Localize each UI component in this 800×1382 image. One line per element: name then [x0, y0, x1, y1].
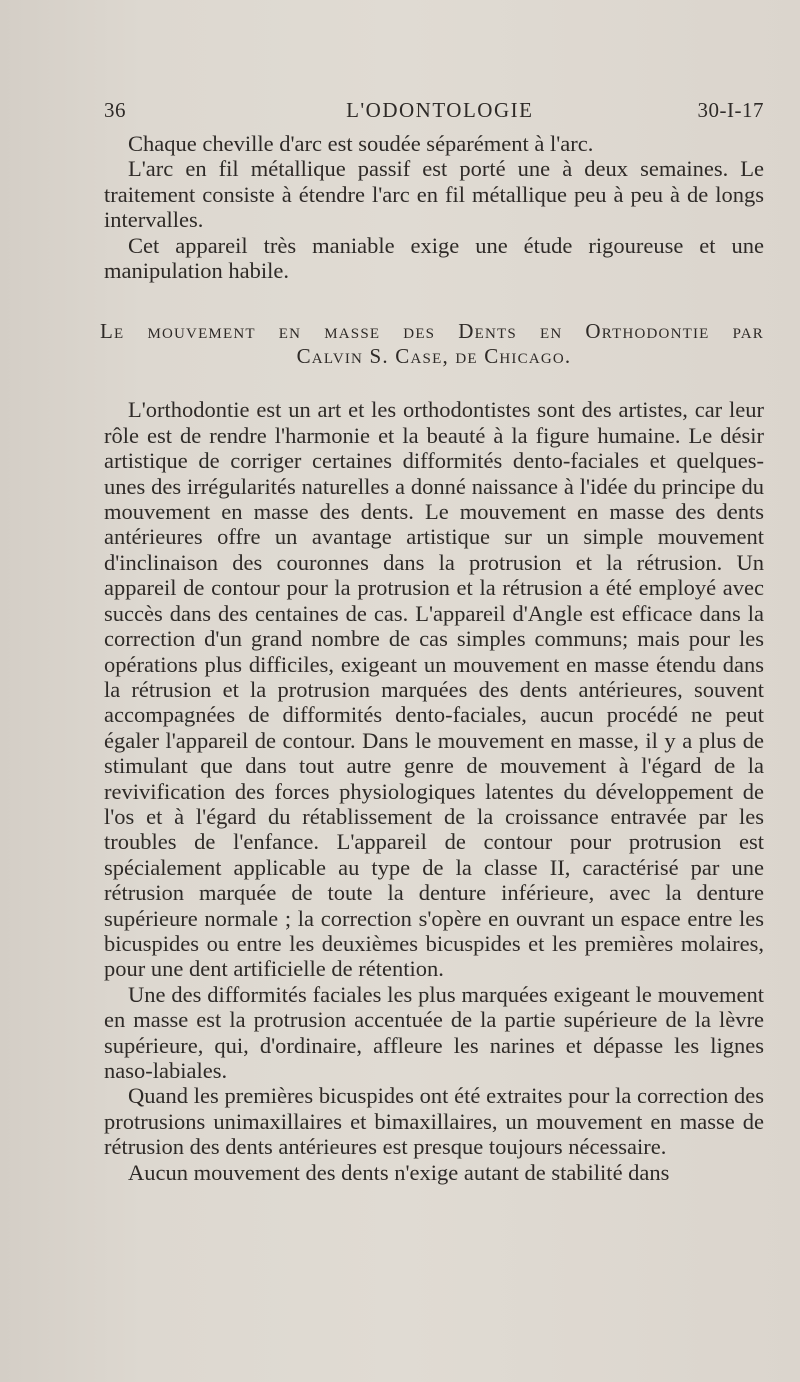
- paragraph: Cet appareil très maniable exige une étude rigoureuse et une manipulation habile.: [104, 232, 764, 284]
- article-title: [100, 319, 764, 369]
- intro-text: [104, 131, 764, 283]
- article-title-line: Le mouvement en masse des Dents en Orthodontie par: [100, 319, 764, 344]
- paragraph: L'orthodontie est un art et les orthodontistes sont des artistes, car leur rôle est de rendre l'harmonie et la beauté à la figure humaine. Le désir artistique de corriger certaines difformités dento-faciales et quelques-unes des irrégularités naturelles a donné naissance à l'idée du principe du mouvement en masse des dents. Le mouvement en masse des dents antérieures offre un avantage artistique sur un simple mouvement d'inclinaison des couronnes dans la protrusion et la rétrusion. Un appareil de contour pour la protrusion et la rétrusion a été employé avec succès dans des centaines de cas. L'appareil d'Angle est efficace dans la correction d'un grand nombre de cas simples communs; mais pour les opérations plus difficiles, exigeant un mouvement en masse étendu dans la rétrusion et la protrusion marquées des dents antérieures, souvent accompagnées de difformités dento-faciales, aucun procédé ne peut égaler l'appareil de contour. Dans le mouvement en masse, il y a plus de stimulant que dans tout autre genre de mouvement à l'égard de la revivification des forces physiologiques latentes du développement de l'os et à l'égard du rétablissement de la croissance entravée par les troubles de l'enfance. L'appareil de contour pour protrusion est spécialement applicable au type de la classe II, caractérisé par une rétrusion marquée de toute la denture inférieure, avec la denture supérieure normale ; la correction s'opère en ouvrant un espace entre les bicuspides ou entre les deuxièmes bicuspides et les premières molaires, pour une dent artificielle de rétention.: [104, 397, 764, 982]
- paragraph: L'arc en fil métallique passif est porté une à deux semaines. Le traitement consiste à étendre l'arc en fil métallique peu à peu à de longs intervalles.: [104, 156, 764, 233]
- paragraph: Aucun mouvement des dents n'exige autant de stabilité dans: [128, 1159, 670, 1185]
- journal-title: L'ODONTOLOGIE: [346, 98, 534, 122]
- running-header: [104, 98, 764, 123]
- page-number: 36: [104, 98, 126, 122]
- paragraph: Quand les premières bicuspides ont été extraites pour la correction des protrusions unimaxillaires et bimaxillaires, un mouvement en masse de rétrusion des dents antérieures est presque toujours nécessaire.: [104, 1083, 764, 1160]
- article-body: [104, 397, 764, 1185]
- paragraph: Une des difformités faciales les plus marquées exigeant le mouvement en masse est la protrusion accentuée de la partie supérieure de la lèvre supérieure, qui, d'ordinaire, affleure les narines et dépasse les lignes naso-labiales.: [104, 981, 764, 1083]
- article-author-line: Calvin S. Case, de Chicago.: [296, 344, 572, 369]
- paragraph: Chaque cheville d'arc est soudée séparément à l'arc.: [128, 131, 594, 156]
- issue-date: 30-I-17: [697, 98, 764, 122]
